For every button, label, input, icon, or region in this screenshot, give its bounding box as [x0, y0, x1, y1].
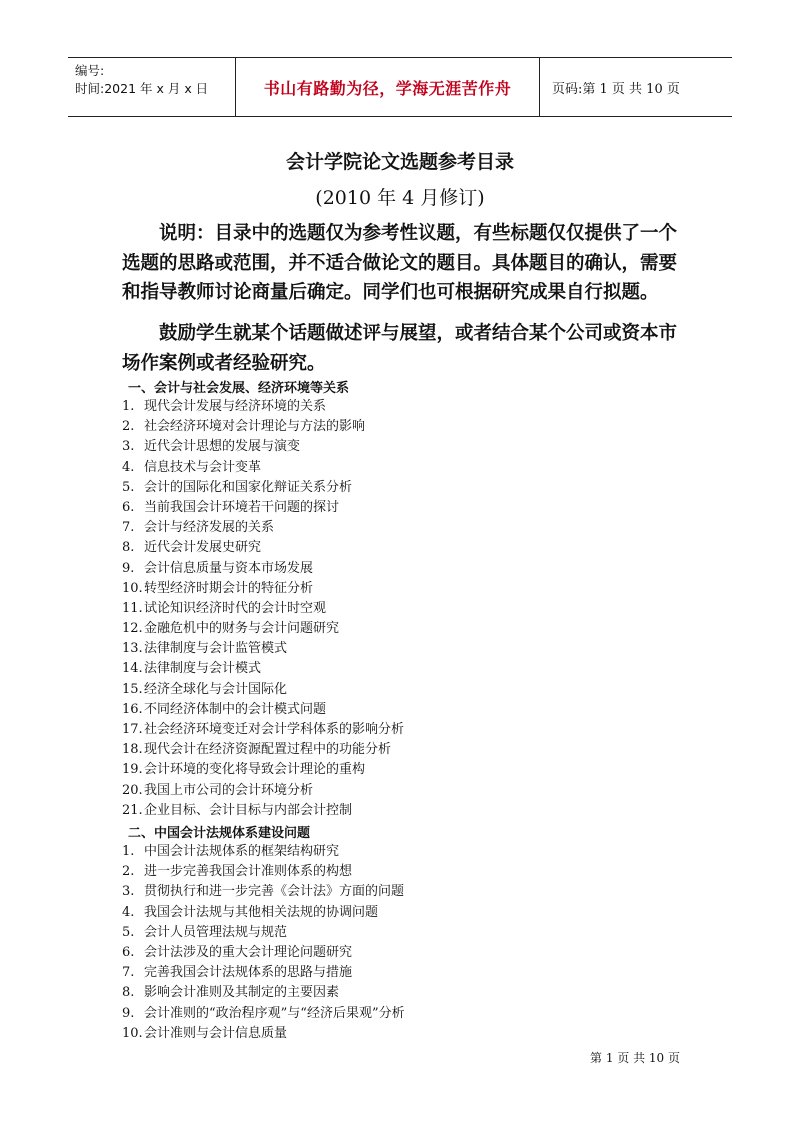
item-number: 10. [122, 580, 143, 596]
item-text: 会计环境的变化将导致会计理论的重构 [144, 762, 366, 778]
list-item [122, 882, 405, 902]
item-text: 会计准则的“政治程序观”与“经济后果观”分析 [144, 1005, 405, 1021]
item-number: 17. [122, 722, 143, 737]
list-item [122, 740, 404, 760]
list-item [122, 963, 405, 983]
item-number: 4. [122, 459, 135, 475]
list-item [122, 943, 405, 963]
description-paragraph: 鼓励学生就某个话题做述评与展望，或者结合某个公司或资本市场作案例或者经验研究。 [122, 323, 678, 374]
serial-label: 编号: [75, 63, 105, 78]
item-text: 我国上市公司的会计环境分析 [144, 782, 314, 798]
item-number: 2. [122, 419, 135, 435]
list-item [122, 1004, 405, 1024]
item-text: 试论知识经济时代的会计时空观 [144, 600, 327, 616]
list-item [122, 862, 405, 882]
list-item [122, 659, 404, 679]
section-heading: 一、会计与社会发展、经济环境等关系 [128, 381, 350, 396]
list-item [122, 417, 404, 437]
item-number: 21. [122, 802, 143, 818]
time-label: 时间:2021 年 x 月 x 日 [75, 81, 209, 96]
item-text: 社会经济环境变迁对会计学科体系的影响分析 [144, 722, 405, 737]
item-text: 进一步完善我国会计准则体系的构想 [144, 864, 353, 880]
item-number: 3. [122, 439, 135, 455]
item-number: 8. [122, 540, 135, 556]
item-number: 6. [122, 499, 135, 515]
item-number: 18. [122, 742, 143, 758]
header-motto-cell [236, 58, 540, 116]
item-text: 不同经济体制中的会计模式问题 [144, 701, 327, 717]
document-header [68, 57, 732, 117]
list-item [122, 518, 404, 538]
item-text: 会计准则与会计信息质量 [144, 1025, 288, 1041]
item-number: 10. [122, 1025, 143, 1041]
item-text: 当前我国会计环境若干问题的探讨 [144, 499, 340, 515]
list-item [122, 781, 404, 801]
list-item [122, 903, 405, 923]
item-number: 6. [122, 944, 135, 960]
item-text: 我国会计法规与其他相关法规的协调问题 [144, 904, 379, 920]
list-item [122, 842, 405, 862]
item-number: 15. [122, 681, 143, 697]
item-number: 16. [122, 701, 143, 717]
item-text: 中国会计法规体系的框架结构研究 [144, 844, 340, 859]
item-number: 5. [122, 924, 135, 940]
header-page-cell [540, 58, 732, 116]
page-footer: 第 1 页 共 10 页 [590, 1051, 680, 1065]
list-item [122, 983, 405, 1003]
item-text: 经济全球化与会计国际化 [144, 681, 288, 697]
list-item [122, 579, 404, 599]
document-title: 会计学院论文选题参考目录 [285, 151, 514, 173]
list-item [122, 801, 404, 821]
item-text: 信息技术与会计变革 [144, 459, 262, 475]
page-info: 页码:第 1 页 共 10 页 [552, 81, 680, 97]
list-item [122, 760, 404, 780]
item-number: 11. [122, 600, 143, 616]
item-number: 1. [122, 399, 135, 414]
item-number: 7. [122, 965, 135, 981]
item-text: 会计的国际化和国家化辩证关系分析 [144, 479, 353, 495]
item-number: 20. [122, 782, 143, 798]
item-text: 会计人员管理法规与规范 [144, 924, 288, 940]
item-text: 现代会计发展与经济环境的关系 [144, 399, 327, 414]
document-subtitle: (2010 年 4 月修订) [315, 187, 485, 209]
item-text: 法律制度与会计监管模式 [144, 641, 288, 657]
item-number: 9. [122, 1005, 135, 1021]
list-item [122, 458, 404, 478]
item-text: 转型经济时期会计的特征分析 [144, 580, 314, 596]
list-item [122, 498, 404, 518]
list-item [122, 559, 404, 579]
item-number: 3. [122, 884, 135, 900]
item-text: 影响会计准则及其制定的主要因素 [144, 985, 340, 1001]
item-number: 8. [122, 985, 135, 1001]
list-item [122, 397, 404, 417]
list-item [122, 478, 404, 498]
list-item [122, 1024, 405, 1044]
item-text: 完善我国会计法规体系的思路与措施 [144, 965, 353, 981]
list-item [122, 923, 405, 943]
item-number: 5. [122, 479, 135, 495]
list-item [122, 538, 404, 558]
list-item [122, 720, 404, 740]
list-item [122, 639, 404, 659]
topic-list [122, 397, 404, 821]
item-text: 会计与经济发展的关系 [144, 520, 275, 536]
item-text: 会计法涉及的重大会计理论问题研究 [144, 944, 353, 960]
section-heading: 二、中国会计法规体系建设问题 [128, 826, 311, 841]
list-item [122, 599, 404, 619]
item-text: 金融危机中的财务与会计问题研究 [144, 621, 340, 637]
topic-list [122, 842, 405, 1044]
item-text: 贯彻执行和进一步完善《会计法》方面的问题 [144, 884, 405, 900]
item-number: 12. [122, 621, 143, 637]
item-number: 7. [122, 520, 135, 536]
item-number: 9. [122, 560, 135, 576]
item-text: 近代会计思想的发展与演变 [144, 439, 301, 455]
item-text: 社会经济环境对会计理论与方法的影响 [144, 419, 366, 435]
item-number: 19. [122, 762, 143, 778]
item-number: 14. [122, 661, 143, 677]
item-number: 2. [122, 864, 135, 880]
item-text: 法律制度与会计模式 [144, 661, 262, 677]
item-text: 现代会计在经济资源配置过程中的功能分析 [144, 742, 392, 758]
item-text: 企业目标、会计目标与内部会计控制 [144, 802, 353, 818]
description-paragraph: 说明：目录中的选题仅为参考性议题，有些标题仅仅提供了一个选题的思路或范围，并不适合做论文的题目。具体题目的确认，需要和指导教师讨论商量后确定。同学们也可根据研究成果自行拟题。 [122, 223, 678, 303]
item-number: 4. [122, 904, 135, 920]
item-text: 会计信息质量与资本市场发展 [144, 560, 314, 576]
list-item [122, 700, 404, 720]
header-meta-cell [68, 58, 236, 116]
item-number: 13. [122, 641, 143, 657]
item-text: 近代会计发展史研究 [144, 540, 262, 556]
list-item [122, 619, 404, 639]
item-number: 1. [122, 844, 135, 859]
motto-text: 书山有路勤为径，学海无涯苦作舟 [263, 78, 512, 98]
list-item [122, 437, 404, 457]
list-item [122, 680, 404, 700]
